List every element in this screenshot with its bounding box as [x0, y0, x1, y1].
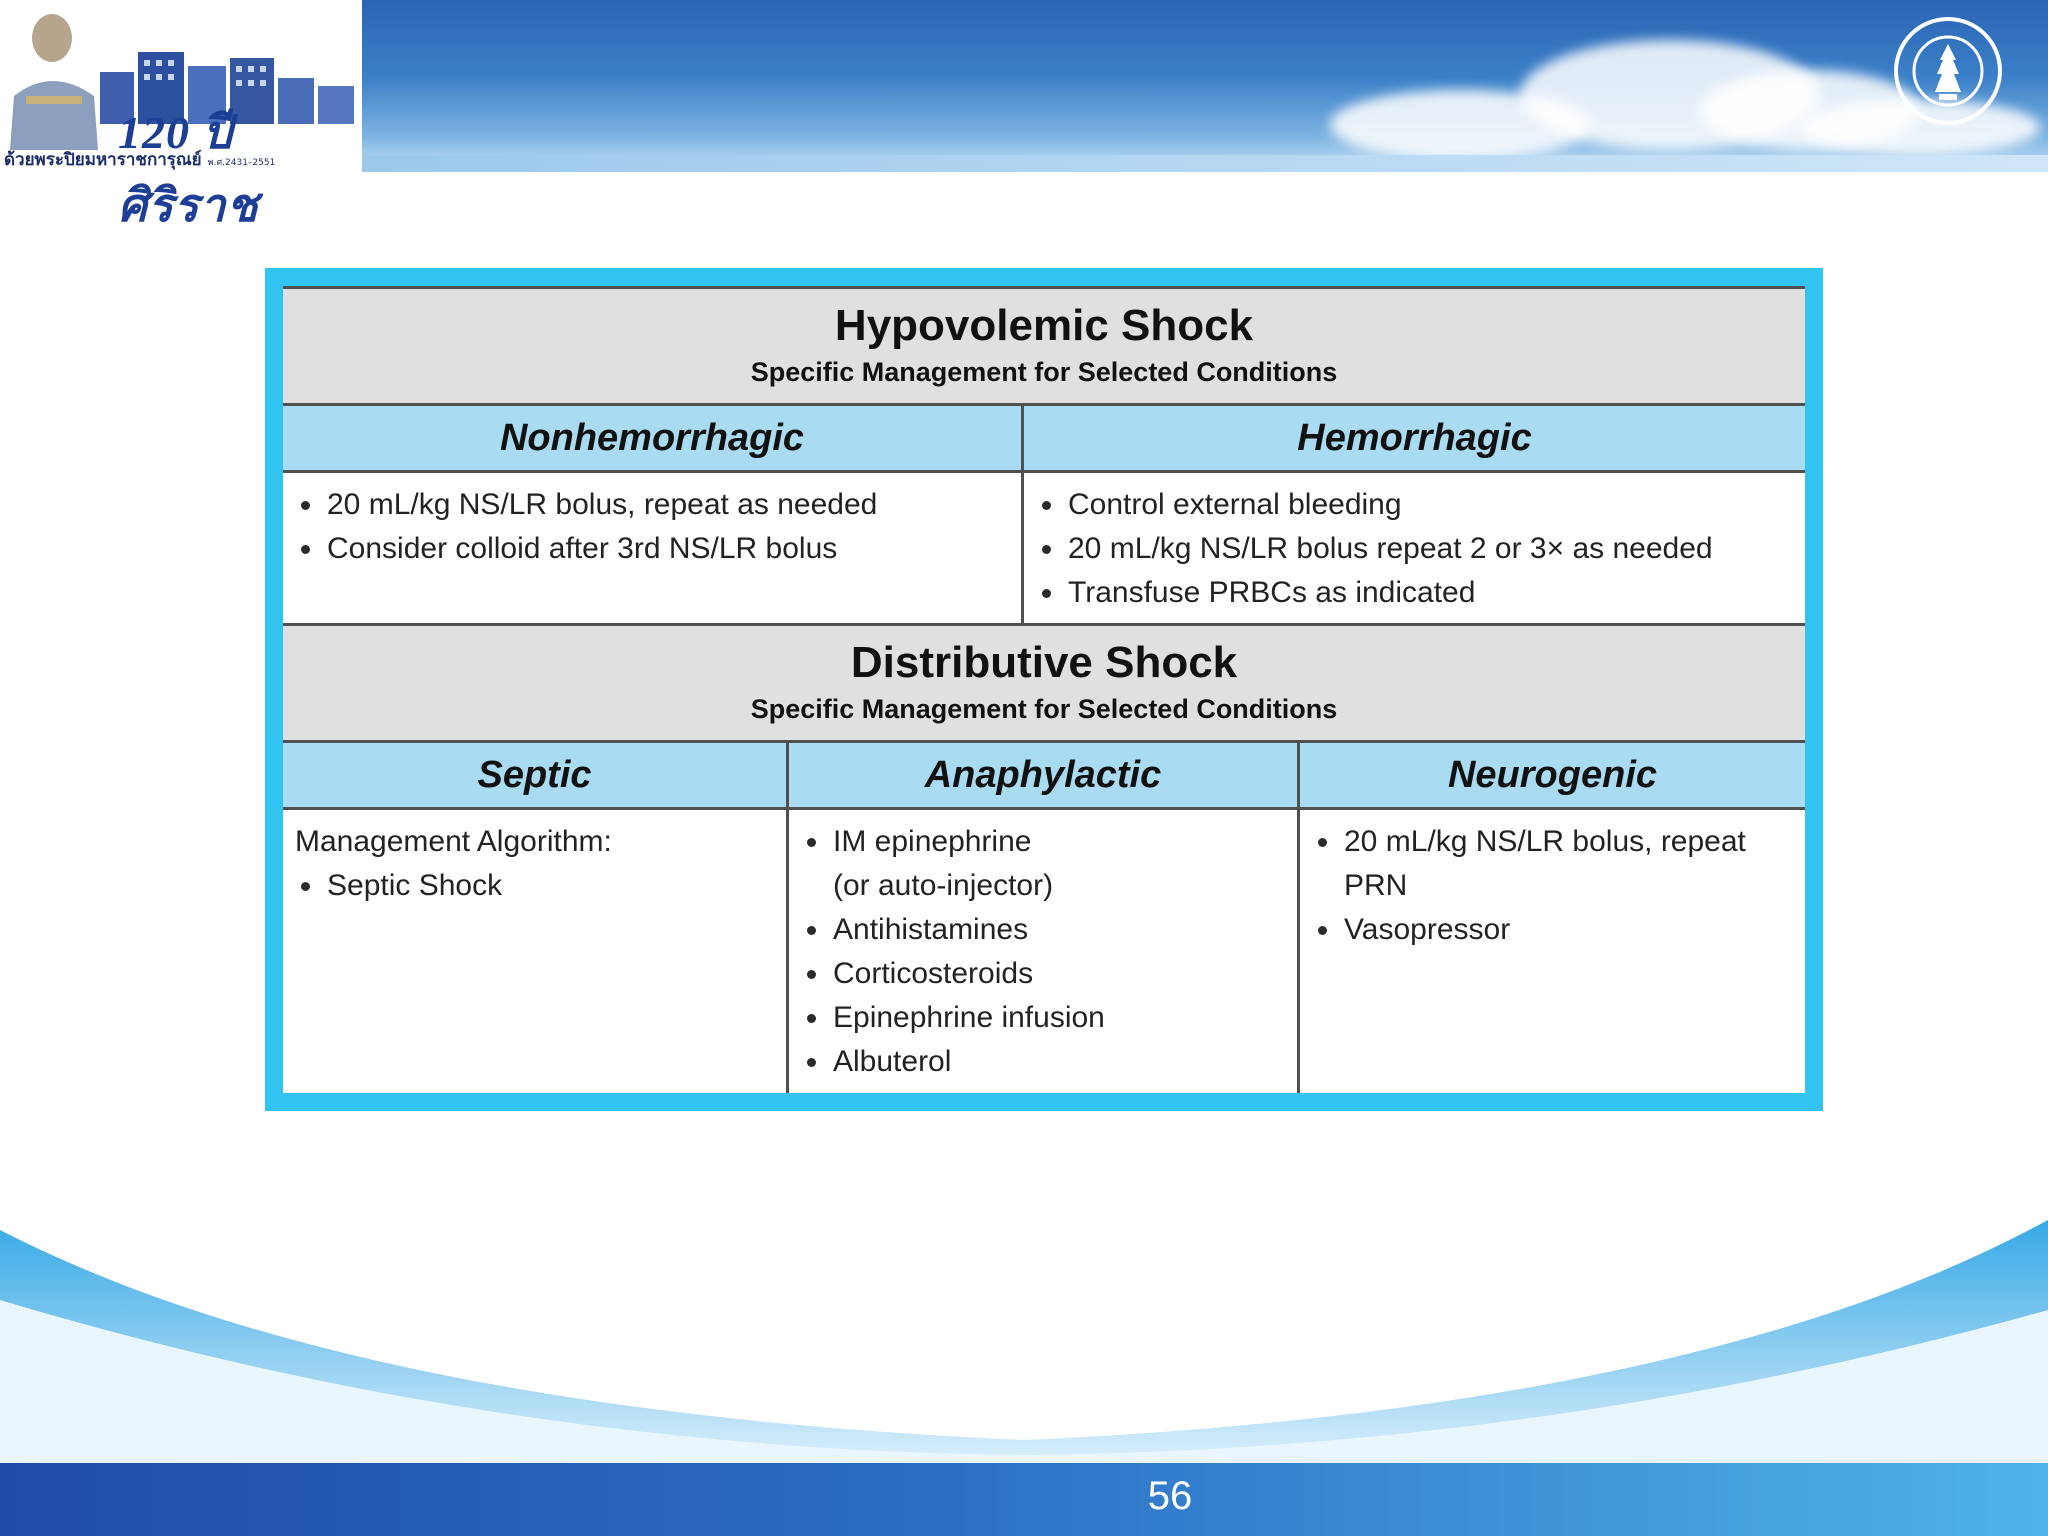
- list-item: Control external bleeding: [1036, 483, 1805, 527]
- distributive-subtitle: Specific Management for Selected Conditions: [750, 694, 1338, 724]
- hemorrhagic-list: [1036, 483, 1805, 615]
- faculty-seal-icon: [1893, 16, 2003, 126]
- list-item: Epinephrine infusion: [801, 996, 1297, 1040]
- anaphylactic-list: [801, 820, 1297, 1084]
- column-header-septic: Septic: [283, 743, 786, 810]
- anaphylactic-cell: [789, 810, 1297, 1093]
- column-header-hemorrhagic: Hemorrhagic: [1024, 406, 1805, 473]
- list-item: Septic Shock: [295, 864, 786, 908]
- list-item: 20 mL/kg NS/LR bolus, repeat: [1312, 820, 1805, 864]
- list-item-continuation: (or auto-injector): [833, 869, 1054, 902]
- list-item: 20 mL/kg NS/LR bolus, repeat as needed: [295, 483, 1021, 527]
- logo-number: 120 ปี ศิริราช: [118, 107, 259, 231]
- table-frame: [265, 268, 1823, 1111]
- page-number: 56: [1147, 1474, 1193, 1518]
- neurogenic-list: [1312, 820, 1805, 952]
- shock-management-table: [283, 286, 1805, 1093]
- hospital-logo: [0, 0, 362, 231]
- neurogenic-cell: [1300, 810, 1805, 1093]
- list-item: Vasopressor: [1312, 908, 1805, 952]
- logo-years: พ.ศ.2431–2551: [207, 158, 276, 168]
- hypovolemic-title-band: [283, 286, 1805, 406]
- list-item: Corticosteroids: [801, 952, 1297, 996]
- distributive-title: Distributive Shock: [850, 638, 1238, 687]
- banner-strip: [360, 155, 2048, 172]
- logo-tagline-text: ด้วยพระปิยมหาราชการุณย์: [4, 150, 202, 170]
- list-item: Antihistamines: [801, 908, 1297, 952]
- septic-intro: Management Algorithm:: [295, 825, 612, 858]
- septic-list: [295, 864, 786, 908]
- footer-bar: [0, 1463, 2048, 1536]
- septic-cell: [283, 810, 786, 1093]
- nonhemorrhagic-cell: [283, 473, 1021, 623]
- column-header-neurogenic: Neurogenic: [1300, 743, 1805, 810]
- distributive-title-band: [283, 623, 1805, 743]
- list-item: IM epinephrine: [801, 820, 1297, 864]
- list-item: Albuterol: [801, 1040, 1297, 1084]
- logo-tagline: [4, 146, 275, 173]
- list-item-continuation: PRN: [1344, 869, 1408, 902]
- nonhemorrhagic-list: [295, 483, 1021, 571]
- hypovolemic-title: Hypovolemic Shock: [834, 301, 1254, 350]
- column-header-anaphylactic: Anaphylactic: [789, 743, 1297, 810]
- hypovolemic-subtitle: Specific Management for Selected Conditions: [750, 357, 1338, 387]
- column-header-nonhemorrhagic: Nonhemorrhagic: [283, 406, 1021, 473]
- list-item: Transfuse PRBCs as indicated: [1036, 571, 1805, 615]
- bottom-swoosh: [0, 1180, 2048, 1480]
- list-item: Consider colloid after 3rd NS/LR bolus: [295, 527, 1021, 571]
- hemorrhagic-cell: [1024, 473, 1805, 623]
- list-item: 20 mL/kg NS/LR bolus repeat 2 or 3× as needed: [1036, 527, 1805, 571]
